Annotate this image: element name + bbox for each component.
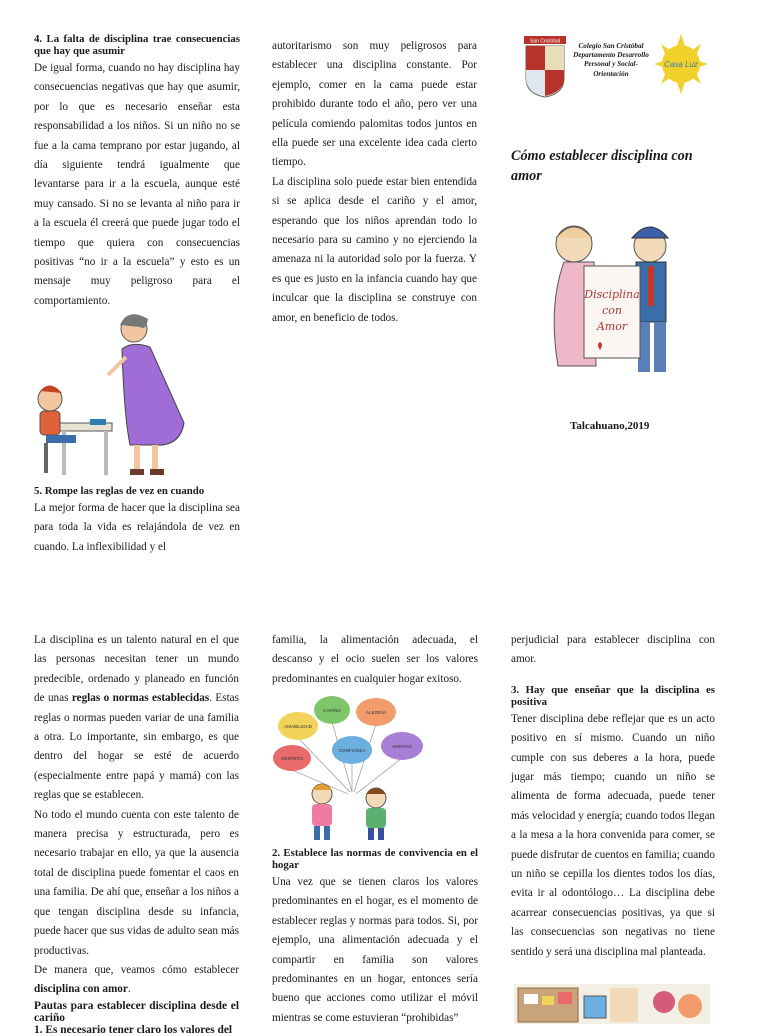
paragraph-talento xyxy=(34,631,239,806)
cover-city-year: Talcahuano,2019 xyxy=(570,420,650,432)
panel-bottom-right xyxy=(511,631,715,962)
text-segment: . xyxy=(127,983,131,996)
heading-3: 3. Hay que enseñar que la disciplina es positiva xyxy=(511,683,715,708)
balloon-label: ALEGRÍA xyxy=(366,710,386,715)
paragraph-4: De igual forma, cuando no hay disciplina hay consecuencias negativas que hay que asumir, por lo que es necesario enseñar esta responsabilidad a los niños. Si un niño no se fue a la cama temprano por estar jugando, al día siguiente tendrá igualmente que levantarse para ir a la escuela, aunque esté muy cansado. Si no se levanta al niño para ir a la escuela él creerá que puede jugar todo el tiempo que quiera con consecuencias positivas “no ir a la escuela” y esto es un mensaje muy peligroso para el comportamiento. xyxy=(34,62,240,307)
heading-2: 2. Establece las normas de convivencia en el hogar xyxy=(272,847,478,871)
balloon-label: AMABILIDAD xyxy=(284,724,312,729)
paragraph-positiva: Tener disciplina debe reflejar que es un acto positivo en sí mismo. Cuando un niño cumple con sus deberes a la hora, puede jugar más tiempo; cuando un niño se alimenta de forma adecuada, puede tener más velocidad y energía; cuando todos llegan a la mesa a la hora convenida para comer, se puede disfrutar de cuentos en familia; cuando un niño se cepilla los dientes todos los días, evita ir al odontólogo… La disciplina debe acarrear consecuencias positivas, ya que si las consecuencias son negativas no tiene sentido y será una disciplina mal planteada. xyxy=(511,712,715,958)
crest-label: San Cristóbal xyxy=(529,38,561,45)
heading-pautas: Pautas para establecer disciplina desde el cariño xyxy=(34,999,239,1024)
heading-4: 4. La falta de disciplina trae consecuencias que hay que asumir xyxy=(34,33,240,57)
balloon-label: CONFIANZA xyxy=(338,748,366,753)
panel-top-left xyxy=(34,33,240,311)
teacher-child-illustration xyxy=(34,305,194,485)
paragraph-5: La mejor forma de hacer que la disciplina sea para toda la vida es relajándola de vez en cuando. La inflexibilidad y el xyxy=(34,502,240,553)
panel-top-middle xyxy=(272,37,477,328)
panel-top-left-bottom xyxy=(34,485,240,557)
values-balloons-illustration xyxy=(272,694,442,844)
paragraph-autoritarismo: autoritarismo son muy peligrosos para establecer una disciplina constante. Por ejemplo, comer en la cama puede estar prohibido durante todo el año, pero ver una película comiendo palomitas todos juntos en ella puede ser una excelente idea cada cierto tiempo. xyxy=(272,40,477,169)
paragraph-familia: familia, la alimentación adecuada, el descanso y el ocio suelen ser los valores predominantes en cualquier hogar exitoso. xyxy=(272,634,478,685)
daily-routine-illustration xyxy=(514,984,710,1024)
school-name: Colegio San Cristóbal Departamento Desarrollo Personal y Social- Orientación xyxy=(573,42,649,78)
balloon-label: RESPETO xyxy=(281,756,303,761)
logo-text: Casa Luz xyxy=(664,60,698,69)
panel-bottom-left xyxy=(34,631,239,1036)
heading-1: 1. Es necesario tener claro los valores del xyxy=(34,1023,233,1036)
text-segment: . Estas reglas o normas pueden variar de una familia a otra. Lo importante, sin embargo, es que dentro del hogar se esté de acuerdo (especialmente entre papá y mamá) con las reglas que se establecen. xyxy=(34,692,239,802)
balloon-label: CARIÑO xyxy=(323,708,341,713)
panel-bottom-middle xyxy=(272,631,478,689)
text-segment: De manera que, veamos cómo establecer xyxy=(34,963,239,976)
disciplina-con-amor-illustration xyxy=(548,216,678,384)
text-segment: La disciplina es un talento natural en el que las personas necesitan tener un mundo predecible, ordenado y planeado en función de unas xyxy=(34,634,239,705)
casa-luz-logo xyxy=(654,32,708,96)
paragraph-veamos xyxy=(34,961,239,1000)
balloon-label: AMISTAD xyxy=(391,744,413,749)
paragraph-normas: Una vez que se tienen claros los valores predominantes en el hogar, es el momento de establecer reglas y normas para todos. Si, por ejemplo, una alimentación adecuada y el compartir en familia son valores predominantes en un hogar, entonces sería bueno que acciones como utilizar el móvil mientras se come estuvieran “prohibidas” xyxy=(272,876,478,1024)
panel-bottom-middle-lower xyxy=(272,847,478,1028)
sign-text: Disciplina con Amor xyxy=(584,288,640,333)
paragraph-carino: La disciplina solo puede estar bien entendida si se aplica desde el cariño y el amor, esperando que los niños aprendan todo lo necesario para su camino y no ejerciendo la amenaza ni la autoridad solo por la fuerza. Y es que es justo en la infancia cuando hay que inculcar que la disciplina se construye con amor, en beneficio de todos. xyxy=(272,175,477,324)
text-bold: disciplina con amor xyxy=(34,983,128,996)
paragraph-caos: No todo el mundo cuenta con este talento de manera precisa y estructurada, pero es necesario trabajar en ello, ya que la ausencia total de disciplina puede fomentar el caos en una familia. De ahí que, enseñar a los niños a que tengan disciplina desde su infancia, puede hacer que sus vidas de adulto sean más productivas. xyxy=(34,808,239,957)
cover-header xyxy=(522,32,708,102)
heading-5: 5. Rompe las reglas de vez en cuando xyxy=(34,485,205,497)
paragraph-perjudicial: perjudicial para establecer disciplina con amor. xyxy=(511,634,715,666)
text-bold: reglas o normas establecidas xyxy=(71,692,210,705)
school-crest-icon xyxy=(522,34,568,98)
cover-title: Cómo establecer disciplina con amor xyxy=(511,148,693,184)
